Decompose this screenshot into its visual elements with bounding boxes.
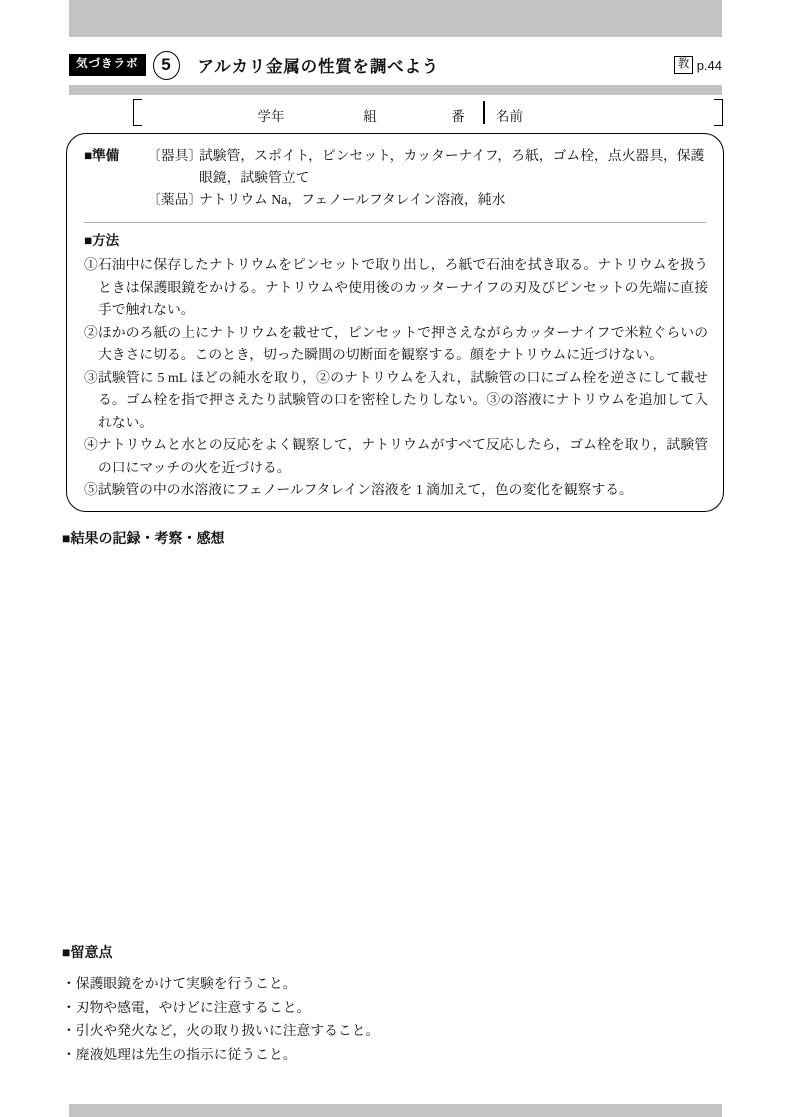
caution-item-3: ・引火や発火など，火の取り扱いに注意すること。	[62, 1023, 380, 1039]
caution-item-4: ・廃液処理は先生の指示に従うこと。	[62, 1046, 297, 1062]
student-name-row	[133, 99, 723, 126]
cautions-heading: ■留意点	[62, 944, 113, 960]
lab-series-badge: 気づきラボ	[69, 54, 146, 77]
student-number-field-label: 番	[451, 109, 465, 124]
textbook-page-number: p.44	[696, 57, 722, 73]
caution-item-2: ・刃物や感電，やけどに注意すること。	[62, 999, 311, 1015]
right-bracket	[714, 99, 723, 126]
equipment-label: 〔器具〕	[147, 148, 203, 163]
results-section-heading: ■結果の記録・考察・感想	[62, 530, 225, 546]
worksheet-header	[69, 49, 722, 81]
textbook-page-reference	[674, 56, 722, 75]
method-step-5: ⑤試験管の中の水溶液にフェノールフタレイン溶液を 1 滴加えて，色の変化を観察する。	[84, 482, 633, 497]
section-divider-line	[84, 222, 706, 223]
method-heading: ■方法	[84, 233, 120, 248]
page-edge-band-top	[69, 0, 722, 37]
title-underline-bar	[69, 85, 722, 95]
page-edge-band-bottom	[69, 1104, 722, 1117]
grade-field-label: 学年	[257, 109, 285, 124]
equipment-row	[147, 145, 708, 189]
chemicals-row	[147, 189, 708, 211]
page-title: アルカリ金属の性質を調べよう	[197, 58, 440, 76]
name-field-label: 名前	[496, 109, 523, 124]
textbook-mark-icon: 教	[674, 56, 693, 75]
preparation-heading: ■準備	[84, 148, 120, 163]
experiment-procedure-box	[66, 133, 724, 512]
left-bracket	[133, 99, 142, 126]
method-step-2: ②ほかのろ紙の上にナトリウムを載せて，ピンセットで押さえながらカッターナイフで米粒ぐらいの大きさに切る。このとき，切った瞬間の切断面を観察する。顔をナトリウムに近づけない。	[84, 324, 708, 362]
method-step-4: ④ナトリウムと水との反応をよく観察して，ナトリウムがすべて反応したら，ゴム栓を取り，試験管の口にマッチの火を近づける。	[84, 437, 708, 475]
method-step-1: ①石油中に保存したナトリウムをピンセットで取り出し，ろ紙で石油を拭き取る。ナトリウムを扱うときは保護眼鏡をかける。ナトリウムや使用後のカッターナイフの刃及びピンセットの先端に直接手で触れない。	[84, 257, 708, 317]
equipment-list: 試験管，スポイト，ピンセット，カッターナイフ，ろ紙，ゴム栓，点火器具，保護眼鏡，試験管立て	[199, 148, 705, 185]
preparation-items	[147, 145, 708, 211]
chemicals-label: 〔薬品〕	[147, 192, 203, 207]
chemicals-list: ナトリウム Na，フェノールフタレイン溶液，純水	[199, 192, 506, 207]
class-field-label: 組	[363, 109, 377, 124]
preparation-section	[84, 145, 708, 211]
name-divider-line	[483, 101, 485, 124]
method-step-3: ③試験管に 5 mL ほどの純水を取り，②のナトリウムを入れ，試験管の口にゴム栓を逆さにして載せる。ゴム栓を指で押さえたり試験管の口を密栓したりしない。③の溶液にナトリウムを追加して入れない。	[84, 369, 708, 430]
caution-item-1: ・保護眼鏡をかけて実験を行うこと。	[62, 976, 297, 991]
cautions-section	[62, 942, 682, 1066]
lab-number-circle: 5	[153, 51, 180, 80]
